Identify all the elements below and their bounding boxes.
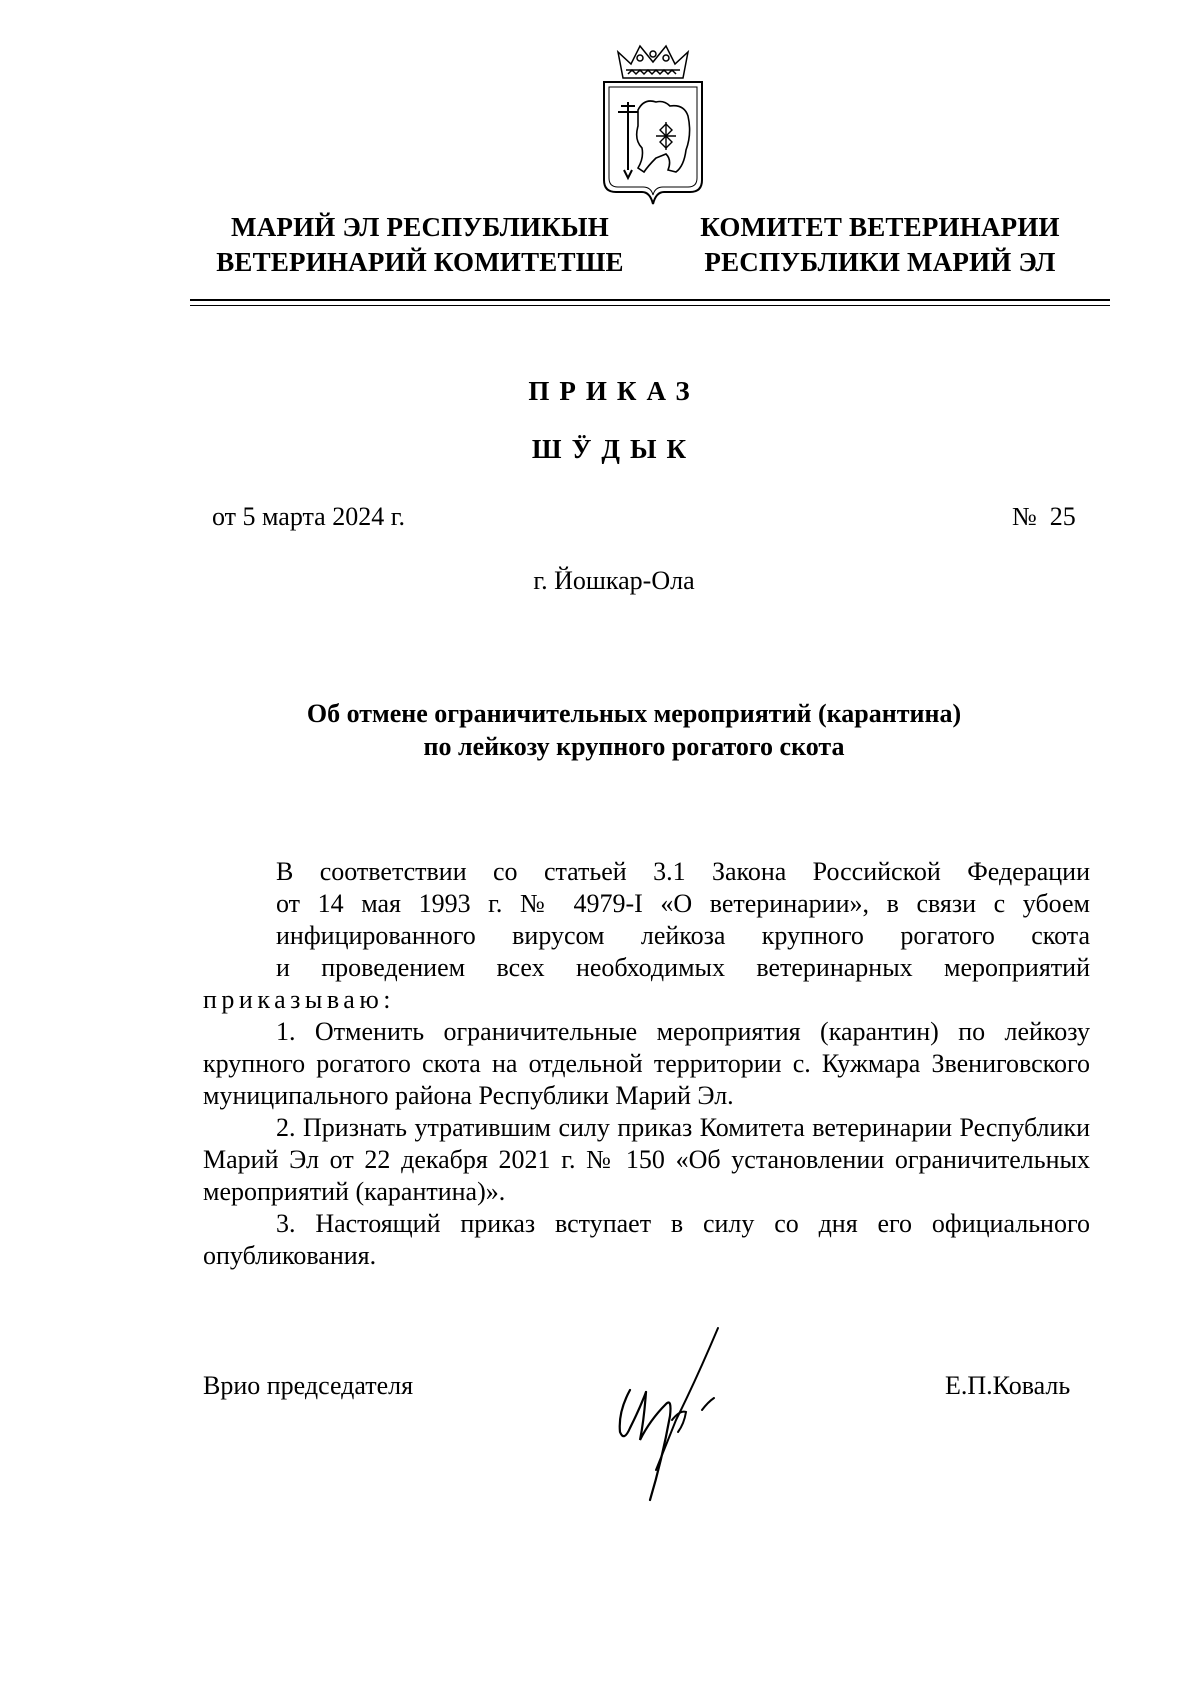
intro-line-2: от 14 мая 1993 г. № 4979-I «О ветеринарии», в связи с убоем — [276, 889, 1090, 918]
intro-line-3: инфицированного вирусом лейкоза крупного рогатого скота — [276, 921, 1090, 950]
order-word: приказываю: — [203, 985, 395, 1014]
coat-of-arms-icon — [598, 40, 708, 216]
signatory-position: Врио председателя — [203, 1371, 414, 1400]
intro-line-1: В соответствии со статьей 3.1 Закона Российской Федерации — [276, 857, 1090, 886]
signatory-name: Е.П.Коваль — [945, 1371, 1071, 1400]
document-title-line1: Об отмене ограничительных мероприятий (карантина) — [306, 699, 962, 728]
document-title-line2: по лейкозу крупного рогатого скота — [423, 732, 845, 761]
org-name-mari-line2: ВЕТЕРИНАРИЙ КОМИТЕТШЕ — [216, 247, 624, 277]
document-type-russian: ПРИКАЗ — [528, 376, 700, 406]
org-name-russian-line2: РЕСПУБЛИКИ МАРИЙ ЭЛ — [704, 247, 1056, 277]
header-divider-thick — [190, 299, 1110, 301]
intro-paragraph — [203, 856, 1090, 1016]
item-3: 3. Настоящий приказ вступает в силу со дня его официального опубликования. — [203, 1209, 1090, 1270]
document-place: г. Йошкар-Ола — [533, 566, 695, 595]
document-number: № 25 — [1012, 502, 1076, 531]
document-title — [200, 697, 1054, 763]
document-body — [203, 856, 1090, 1272]
header-divider-thin — [190, 305, 1110, 306]
intro-line-4: и проведением всех необходимых ветеринарных мероприятий — [276, 953, 1090, 982]
handwritten-signature — [610, 1320, 750, 1540]
org-name-mari — [200, 210, 640, 280]
document-type-mari: ШӰДЫК — [531, 434, 697, 464]
org-name-mari-line1: МАРИЙ ЭЛ РЕСПУБЛИКЫН — [231, 212, 609, 242]
org-name-russian-line1: КОМИТЕТ ВЕТЕРИНАРИИ — [700, 212, 1060, 242]
item-1: 1. Отменить ограничительные мероприятия (карантин) по лейкозу крупного рогатого скота на отдельной территории с. Кужмара Звениговского муниципального района Республики Марий Эл. — [203, 1017, 1090, 1110]
org-name-russian — [690, 210, 1070, 280]
item-2: 2. Признать утратившим силу приказ Комитета ветеринарии Республики Марий Эл от 22 декабря 2021 г. № 150 «Об установлении ограничительных мероприятий (карантина)». — [203, 1113, 1090, 1206]
document-date: от 5 марта 2024 г. — [212, 502, 405, 531]
